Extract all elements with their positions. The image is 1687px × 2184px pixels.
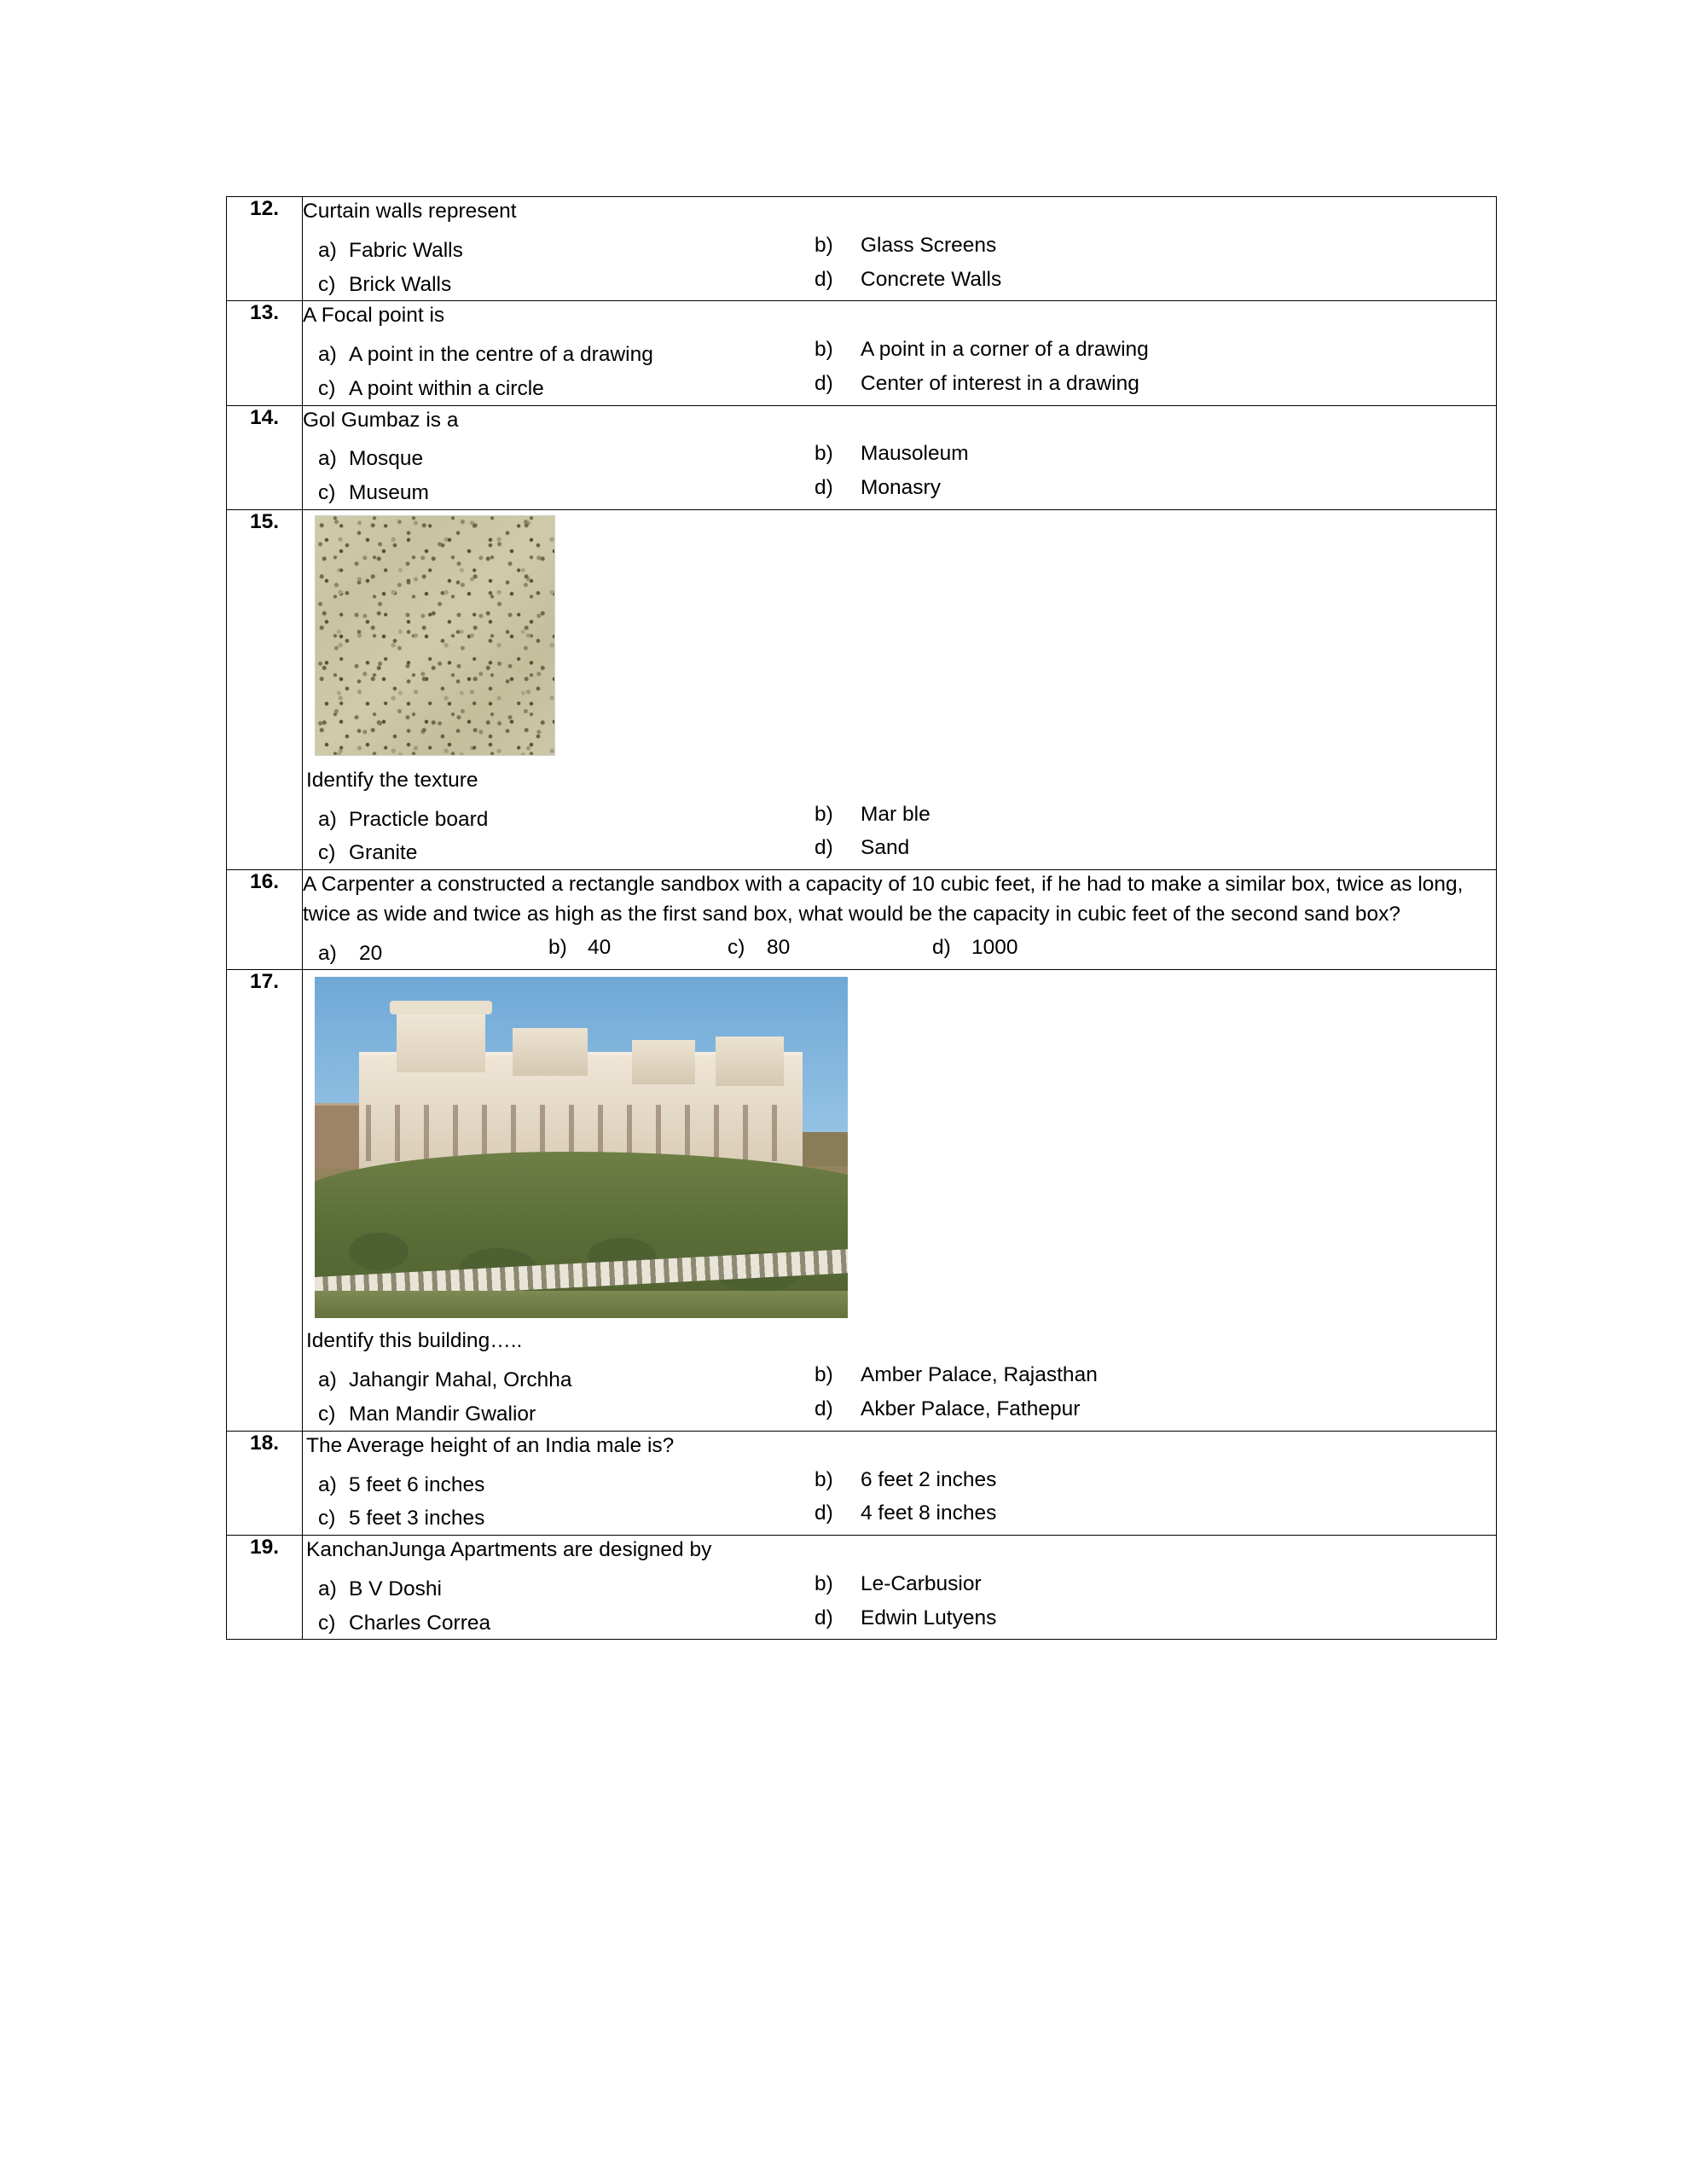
option-value: Akber Palace, Fathepur [861, 1397, 1081, 1420]
option-label: a) [318, 343, 337, 367]
option-value: 5 feet 6 inches [349, 1472, 485, 1496]
option-value: B V Doshi [349, 1577, 442, 1600]
option-label: b) [815, 338, 833, 362]
option-label: b) [815, 233, 833, 257]
option-a[interactable] [303, 1470, 815, 1502]
option-c[interactable] [303, 1608, 815, 1640]
option-b[interactable] [815, 439, 1496, 475]
question-body [303, 870, 1497, 970]
option-c[interactable] [303, 1399, 815, 1431]
option-value: Glass Screens [861, 233, 997, 257]
option-b[interactable] [815, 334, 1496, 371]
option-group [303, 1467, 1496, 1536]
question-text: Identify the texture [306, 768, 478, 792]
granite-texture-image [315, 515, 555, 756]
table-row [227, 1431, 1497, 1535]
option-label: a) [318, 1472, 337, 1496]
option-label: d) [815, 1606, 833, 1629]
option-value: Amber Palace, Rajasthan [861, 1363, 1098, 1387]
option-b[interactable] [815, 1360, 1496, 1397]
question-body [303, 1536, 1497, 1640]
option-d[interactable] [815, 1603, 1496, 1640]
question-text: KanchanJunga Apartments are designed by [306, 1538, 712, 1561]
question-number: 17. [227, 970, 303, 1431]
option-a[interactable] [303, 938, 533, 970]
palace-tower-b [513, 1028, 588, 1076]
question-body [303, 197, 1497, 301]
option-value: 6 feet 2 inches [861, 1467, 997, 1491]
option-value: 20 [359, 941, 383, 965]
option-label: c) [318, 841, 336, 865]
question-text: Curtain walls represent [303, 200, 517, 223]
table-row [227, 197, 1497, 301]
question-body [303, 509, 1497, 869]
option-label: a) [318, 941, 337, 965]
option-label: c) [318, 376, 336, 400]
option-label: c) [318, 272, 336, 296]
table-row [227, 1536, 1497, 1640]
option-b[interactable] [815, 1465, 1496, 1502]
option-d[interactable] [815, 369, 1496, 405]
option-value: A point within a circle [349, 376, 544, 400]
option-value: Mausoleum [861, 442, 969, 466]
question-text: Gol Gumbaz is a [303, 408, 459, 432]
option-group [303, 340, 1496, 405]
option-group [303, 1365, 1496, 1431]
option-value: Monasry [861, 476, 941, 500]
option-label: d) [815, 1397, 833, 1420]
question-number: 16. [227, 870, 303, 970]
option-label: b) [815, 802, 833, 826]
option-value: 80 [767, 935, 791, 959]
option-label: a) [318, 1577, 337, 1600]
table-row [227, 970, 1497, 1431]
option-value: Edwin Lutyens [861, 1606, 997, 1629]
amber-palace-image [315, 977, 848, 1318]
option-d[interactable] [815, 1394, 1496, 1431]
option-c[interactable] [303, 1503, 815, 1535]
option-value: 4 feet 8 inches [861, 1502, 997, 1525]
option-value: Sand [861, 836, 910, 860]
option-value: Man Mandir Gwalior [349, 1402, 536, 1426]
option-a[interactable] [303, 444, 815, 475]
option-d[interactable] [815, 473, 1496, 509]
option-label: b) [815, 1363, 833, 1387]
option-label: b) [548, 935, 567, 959]
question-number: 18. [227, 1431, 303, 1535]
question-body [303, 301, 1497, 405]
option-label: c) [318, 1611, 336, 1635]
option-label: a) [318, 1368, 337, 1392]
option-value: Brick Walls [349, 272, 452, 296]
table-row [227, 870, 1497, 970]
option-value: 40 [588, 935, 612, 959]
option-value: Granite [349, 841, 418, 865]
option-c[interactable] [303, 374, 815, 405]
option-label: b) [815, 1467, 833, 1491]
option-label: b) [815, 442, 833, 466]
option-b[interactable] [815, 1569, 1496, 1606]
option-a[interactable] [303, 1574, 815, 1606]
option-value: Jahangir Mahal, Orchha [349, 1368, 572, 1392]
option-label: d) [932, 935, 951, 959]
option-group [303, 1571, 1496, 1640]
option-value: Le-Carbusior [861, 1571, 982, 1595]
option-value: Mar ble [861, 802, 930, 826]
question-number: 19. [227, 1536, 303, 1640]
question-text: A Focal point is [303, 304, 445, 328]
question-text: The Average height of an India male is? [306, 1433, 675, 1457]
option-b[interactable] [815, 799, 1496, 836]
option-a[interactable] [303, 1365, 815, 1397]
option-value: 5 feet 3 inches [349, 1507, 485, 1531]
option-label: c) [728, 935, 745, 959]
question-body [303, 405, 1497, 509]
option-value: A point in a corner of a drawing [861, 338, 1149, 362]
option-a[interactable] [303, 804, 815, 836]
palace-tower-d [716, 1037, 784, 1086]
option-c[interactable] [712, 932, 917, 964]
table-row [227, 509, 1497, 869]
option-label: c) [318, 1507, 336, 1531]
option-label: a) [318, 807, 337, 831]
option-value: A point in the centre of a drawing [349, 343, 653, 367]
option-value: Charles Correa [349, 1611, 491, 1635]
question-number: 14. [227, 405, 303, 509]
option-a[interactable] [303, 340, 815, 371]
option-d[interactable] [815, 264, 1496, 301]
question-number: 12. [227, 197, 303, 301]
option-label: a) [318, 447, 337, 471]
question-table [226, 196, 1497, 1640]
foreground-ground [315, 1291, 848, 1318]
option-group [303, 444, 1496, 509]
option-d[interactable] [917, 932, 1496, 964]
option-group [303, 935, 1496, 970]
option-c[interactable] [303, 838, 815, 869]
option-c[interactable] [303, 478, 815, 509]
palace-tower-c [632, 1040, 695, 1084]
option-label: d) [815, 371, 833, 395]
option-b[interactable] [815, 230, 1496, 267]
question-body [303, 970, 1497, 1431]
option-d[interactable] [815, 833, 1496, 869]
option-value: Center of interest in a drawing [861, 371, 1139, 395]
option-a[interactable] [303, 235, 815, 267]
table-row [227, 405, 1497, 509]
option-label: d) [815, 1502, 833, 1525]
question-text: A Carpenter a constructed a rectangle sandbox with a capacity of 10 cubic feet, if he had to make a similar box, twice as long, twice as wide and twice as high as the first sand box, what would be the capacity in cubic feet of the second sand box? [303, 873, 1464, 926]
table-row [227, 301, 1497, 405]
question-text: Identify this building….. [306, 1329, 523, 1353]
option-label: c) [318, 481, 336, 505]
option-b[interactable] [533, 932, 712, 964]
option-d[interactable] [815, 1498, 1496, 1535]
option-value: 1000 [971, 935, 1018, 959]
question-body [303, 1431, 1497, 1535]
option-label: b) [815, 1571, 833, 1595]
option-label: d) [815, 836, 833, 860]
option-value: Fabric Walls [349, 238, 463, 262]
palace-tower-a [397, 1013, 485, 1072]
option-label: a) [318, 238, 337, 262]
option-label: d) [815, 476, 833, 500]
option-label: d) [815, 267, 833, 291]
option-value: Mosque [349, 447, 424, 471]
option-c[interactable] [303, 270, 815, 301]
question-number: 13. [227, 301, 303, 405]
question-number: 15. [227, 509, 303, 869]
option-label: c) [318, 1402, 336, 1426]
option-group [303, 235, 1496, 301]
option-value: Practicle board [349, 807, 489, 831]
option-value: Museum [349, 481, 429, 505]
option-group [303, 804, 1496, 870]
option-value: Concrete Walls [861, 267, 1002, 291]
